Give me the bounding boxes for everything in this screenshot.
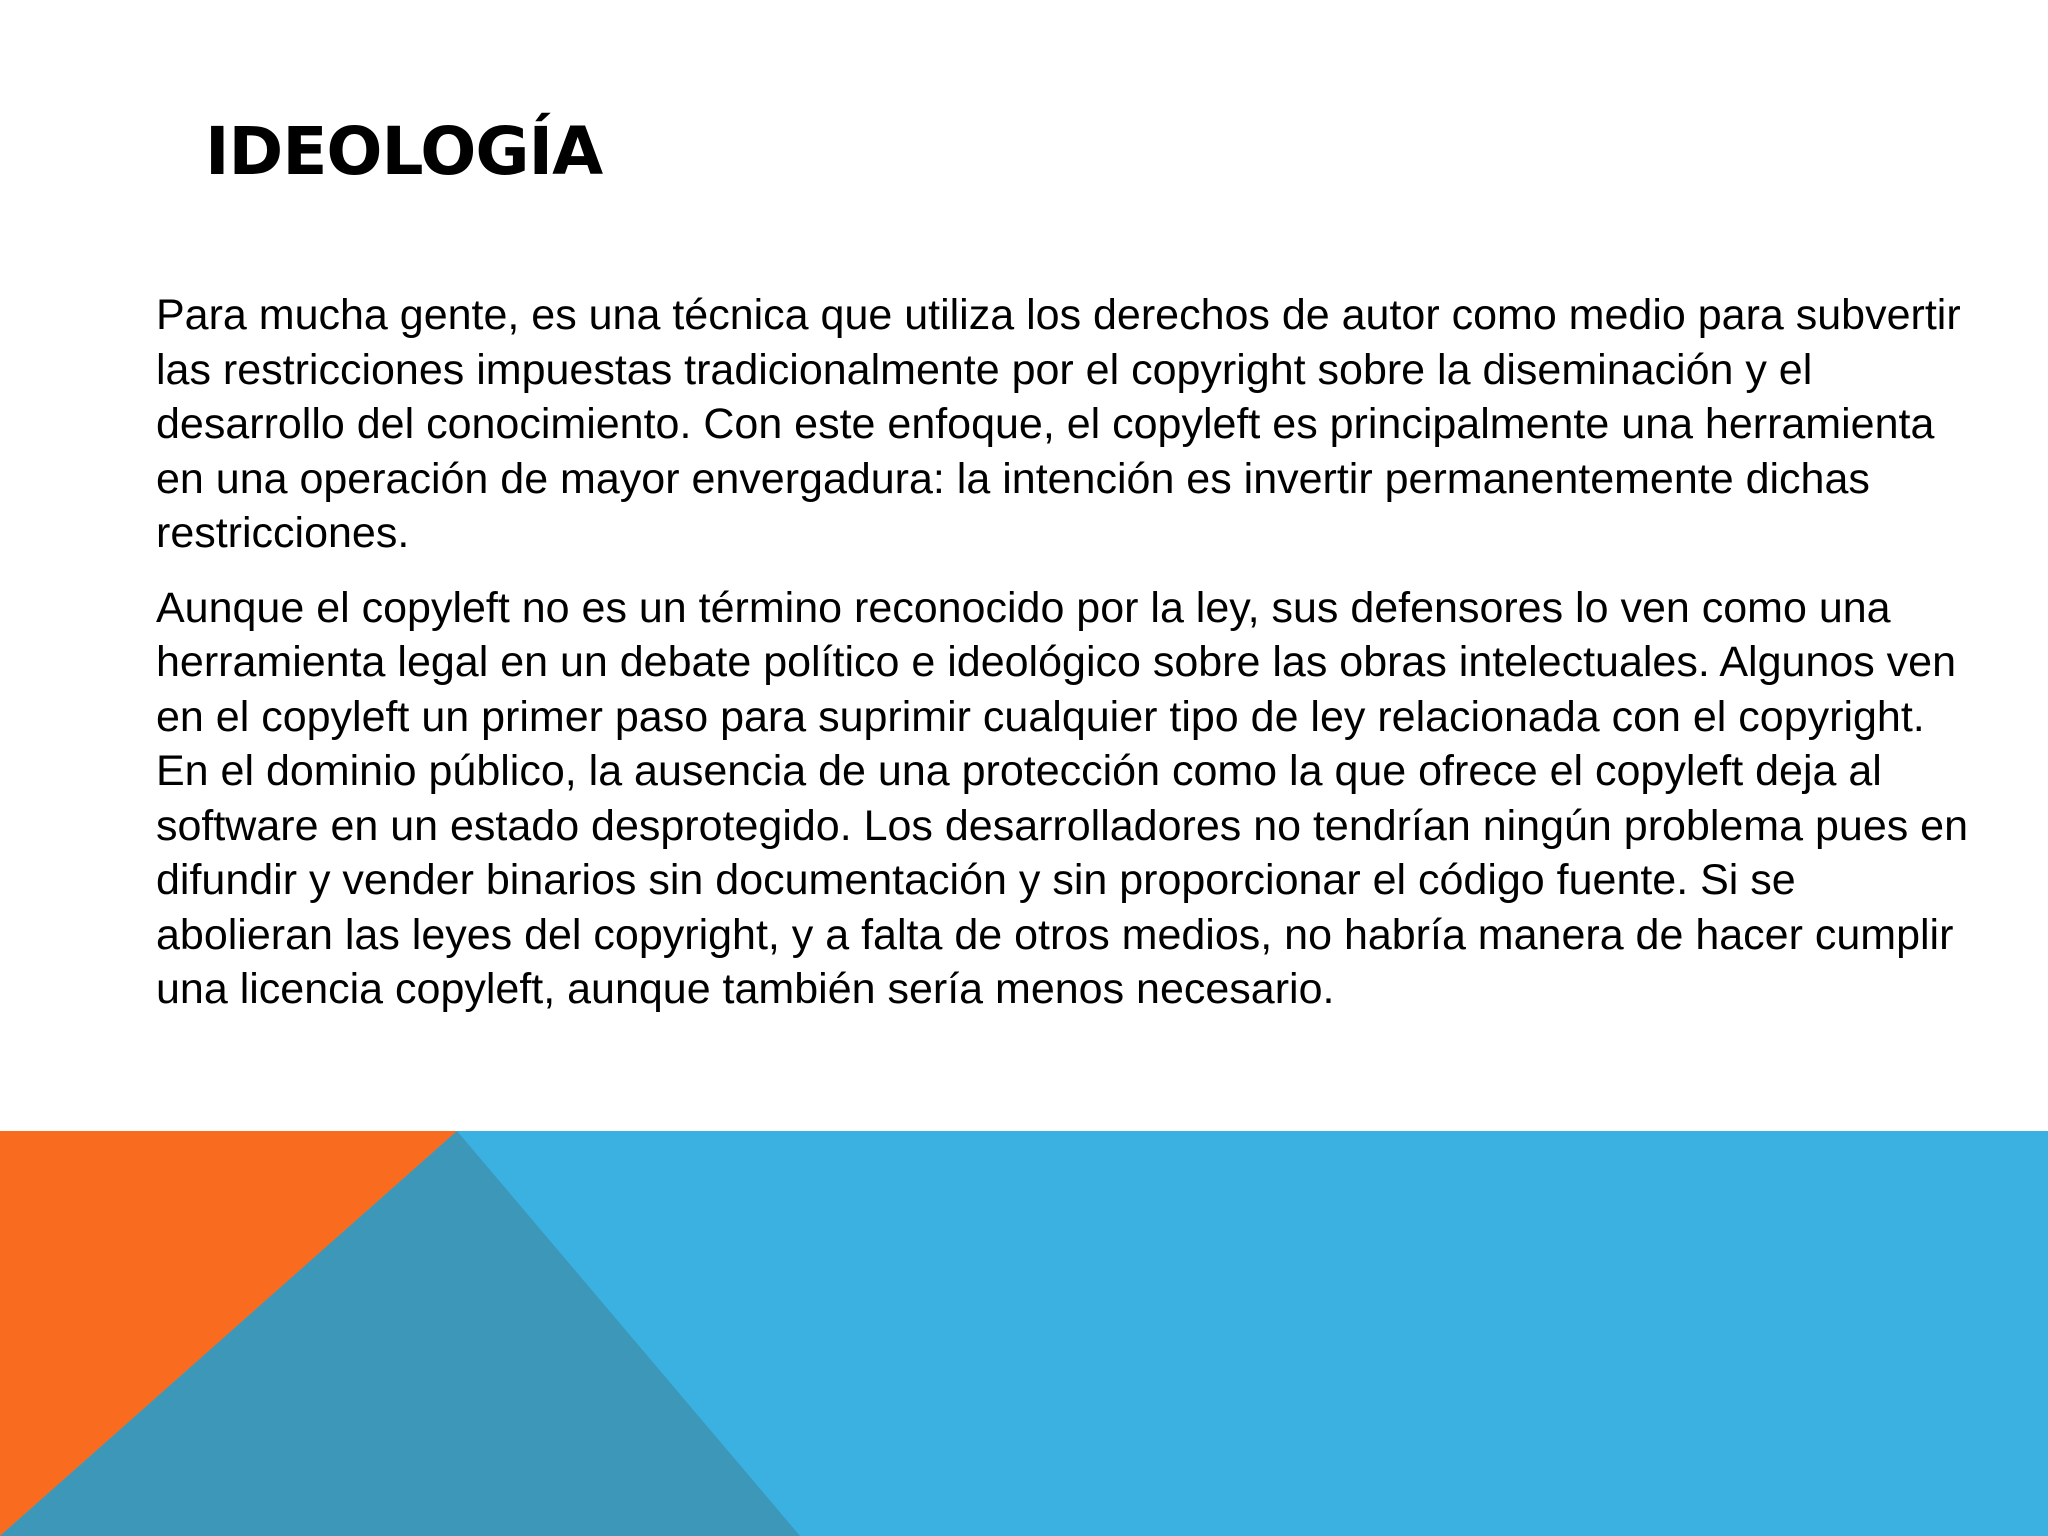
slide-body <box>156 288 1976 1037</box>
slide-title: IDEOLOGÍA <box>205 113 603 190</box>
decorative-footer-band <box>0 1131 2048 1536</box>
paragraph-1: Para mucha gente, es una técnica que utiliza los derechos de autor como medio para subvertir las restricciones impuestas tradicionalmente por el copyright sobre la diseminación y el desarrollo del conocimiento. Con este enfoque, el copyleft es principalmente una herramienta en una operación de mayor envergadura: la intención es invertir permanentemente dichas restricciones. <box>156 291 1961 557</box>
paragraph-2: Aunque el copyleft no es un término reconocido por la ley, sus defensores lo ven como una herramienta legal en un debate político e ideológico sobre las obras intelectuales. Algunos ven en el copyleft un primer paso para suprimir cualquier tipo de ley relacionada con el copyright. En el dominio público, la ausencia de una protección como la que ofrece el copyleft deja al software en un estado desprotegido. Los desarrolladores no tendrían ningún problema pues en difundir y vender binarios sin documentación y sin proporcionar el código fuente. Si se abolieran las leyes del copyright, y a falta de otros medios, no habría manera de hacer cumplir una licencia copyleft, aunque también sería menos necesario. <box>156 583 1969 1013</box>
